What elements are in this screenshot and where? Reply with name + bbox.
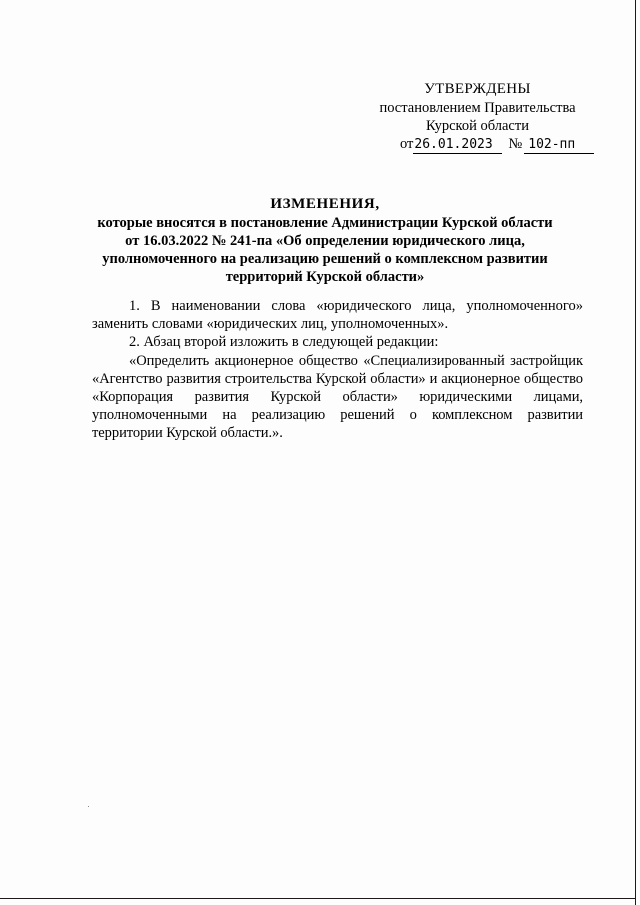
paragraph-quote: «Определить акционерное общество «Специализированный застройщик «Агентство развития строительства Курской области» и акционерное общество «Корпорация развития Курской области» юридическими лицами, уполномоченными на реализацию решений о комплексном развитии территории Курской области.». (92, 352, 583, 442)
title-line-1: которые вносятся в постановление Администрации Курской области (97, 215, 553, 231)
document-title (60, 195, 590, 286)
title-line-4: территорий Курской области» (225, 269, 425, 285)
date-prefix: от (400, 136, 414, 152)
approval-line-2: Курской области (426, 118, 529, 134)
date-field: 26.01.2023 (413, 137, 502, 154)
approval-line-1: постановлением Правительства (379, 100, 576, 116)
approval-heading: УТВЕРЖДЕНЫ (424, 81, 531, 97)
approval-stamp (370, 80, 585, 154)
scan-speck (88, 806, 89, 807)
number-field: 102-пп (524, 137, 594, 154)
paragraph-item-1: 1. В наименовании слова «юридического лица, уполномоченного» заменить словами «юридических лиц, уполномоченных». (92, 298, 583, 333)
title-main: ИЗМЕНЕНИЯ, (270, 196, 380, 212)
number-sign: № (508, 136, 523, 152)
approval-date-line (370, 135, 585, 154)
document-body (92, 297, 583, 443)
paragraph-item-2: 2. Абзац второй изложить в следующей редакции: (129, 334, 439, 351)
title-line-3: уполномоченного на реализацию решений о комплексном развитии (102, 251, 548, 267)
title-line-2: от 16.03.2022 № 241-па «Об определении юридического лица, (125, 233, 525, 249)
page-edge-bottom (0, 898, 636, 899)
page-edge-right (635, 0, 636, 905)
